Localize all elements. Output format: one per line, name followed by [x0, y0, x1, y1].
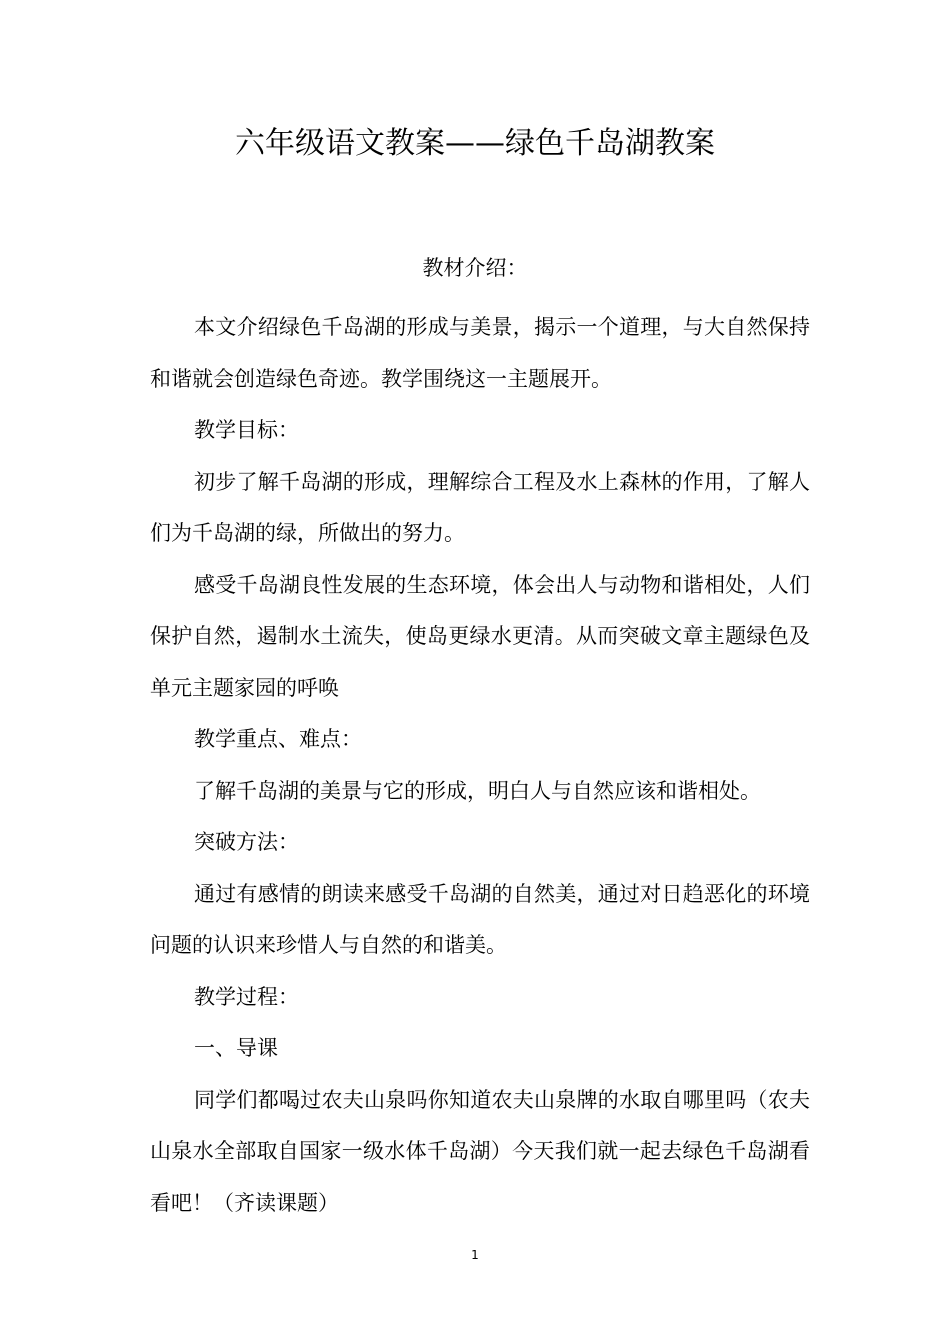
document-body	[150, 302, 810, 1229]
section-heading-intro: 教材介绍：	[422, 256, 528, 280]
page-number: 1	[471, 1248, 479, 1262]
paragraph: 同学们都喝过农夫山泉吗你知道农夫山泉牌的水取自哪里吗（农夫山泉水全部取自国家一级水体千岛湖）今天我们就一起去绿色千岛湖看看吧！（齐读课题）	[150, 1087, 810, 1215]
paragraph: 初步了解千岛湖的形成，理解综合工程及水上森林的作用，了解人们为千岛湖的绿，所做出的努力。	[150, 469, 810, 545]
heading-process: 教学过程：	[194, 984, 299, 1009]
document-title: 六年级语文教案——绿色千岛湖教案	[235, 126, 715, 161]
paragraph: 了解千岛湖的美景与它的形成，明白人与自然应该和谐相处。	[194, 778, 761, 803]
heading-key-points: 教学重点、难点：	[194, 727, 362, 751]
subheading-intro-lesson: 一、导课	[194, 1036, 278, 1060]
heading-methods: 突破方法：	[194, 830, 299, 854]
paragraph: 感受千岛湖良性发展的生态环境，体会出人与动物和谐相处，人们保护自然，遏制水土流失，使岛更绿水更清。从而突破文章主题绿色及单元主题家园的呼唤	[150, 572, 810, 700]
heading-goals: 教学目标：	[194, 418, 299, 442]
paragraph: 本文介绍绿色千岛湖的形成与美景，揭示一个道理，与大自然保持和谐就会创造绿色奇迹。教学围绕这一主题展开。	[150, 315, 810, 391]
paragraph: 通过有感情的朗读来感受千岛湖的自然美，通过对日趋恶化的环境问题的认识来珍惜人与自然的和谐美。	[150, 881, 810, 957]
